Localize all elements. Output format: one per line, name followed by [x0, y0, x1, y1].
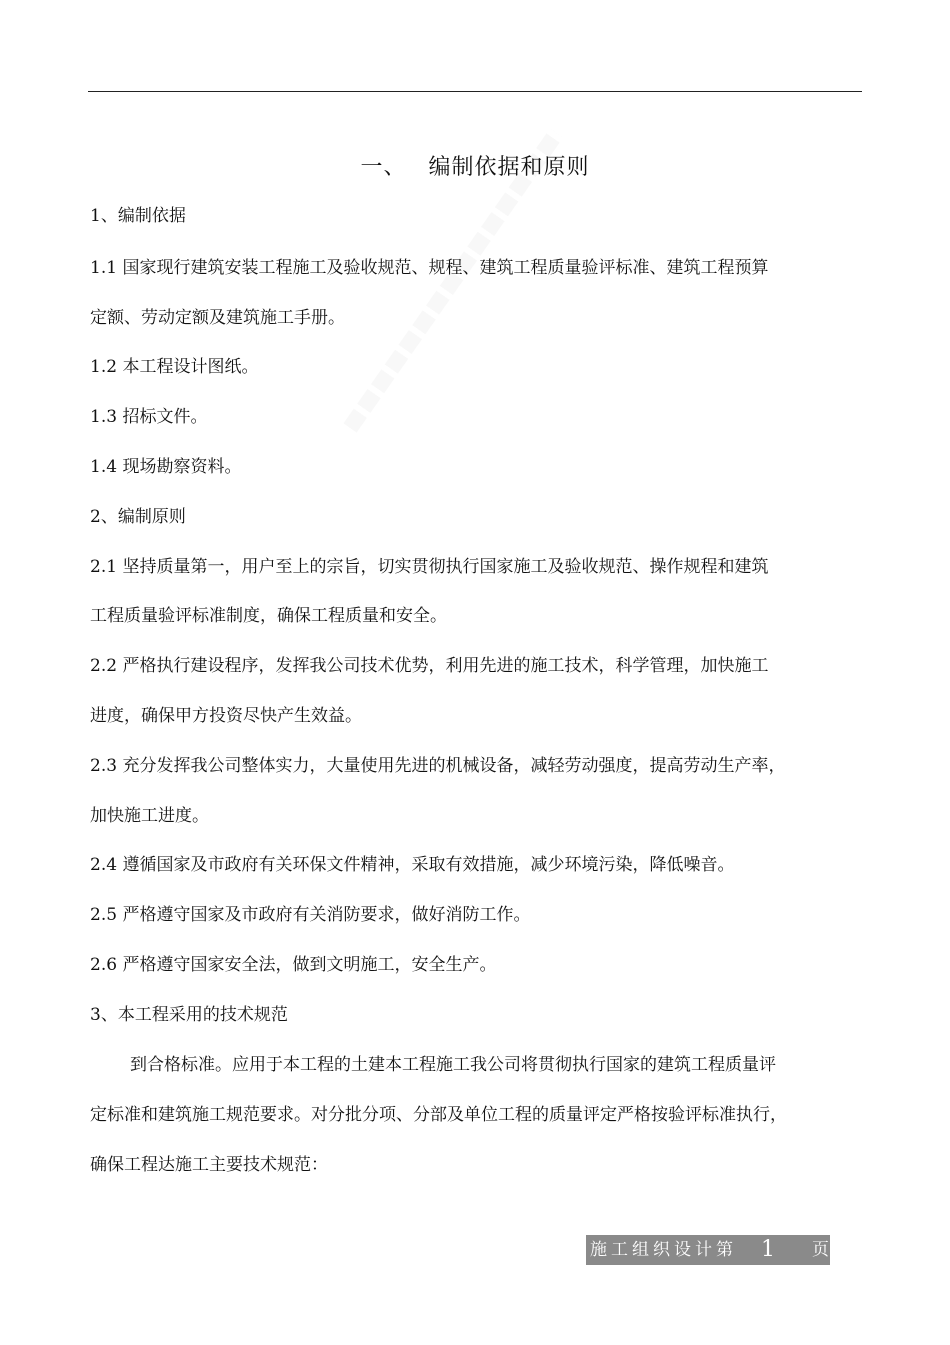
heading-number: 一、 — [360, 155, 407, 180]
paragraph-line: 2.5 严格遵守国家及市政府有关消防要求，做好消防工作。 — [90, 905, 531, 925]
paragraph-line: 1.4 现场勘察资料。 — [90, 457, 242, 477]
paragraph-line: 进度，确保甲方投资尽快产生效益。 — [90, 706, 362, 726]
paragraph-line: 到合格标准。应用于本工程的土建本工程施工我公司将贯彻执行国家的建筑工程质量评 — [130, 1055, 776, 1075]
subheading: 3、本工程采用的技术规范 — [90, 1005, 288, 1025]
paragraph-line: 加快施工进度。 — [90, 806, 209, 826]
paragraph-line: 确保工程达施工主要技术规范： — [90, 1155, 328, 1175]
page-footer — [586, 1235, 830, 1265]
subheading: 1、编制依据 — [90, 206, 186, 226]
paragraph-line: 定额、劳动定额及建筑施工手册。 — [90, 308, 345, 328]
paragraph-line: 2.2 严格执行建设程序，发挥我公司技术优势，利用先进的施工技术，科学管理，加快施工 — [90, 656, 769, 676]
paragraph-line: 1.1 国家现行建筑安装工程施工及验收规范、规程、建筑工程质量验评标准、建筑工程预算 — [90, 258, 769, 278]
footer-suffix: 页 — [812, 1240, 829, 1260]
section-heading — [0, 152, 950, 184]
header-rule — [88, 91, 862, 92]
paragraph-line: 工程质量验评标准制度，确保工程质量和安全。 — [90, 606, 447, 626]
paragraph-line: 1.3 招标文件。 — [90, 407, 208, 427]
page-number: 1 — [761, 1237, 775, 1262]
subheading: 2、编制原则 — [90, 507, 186, 527]
paragraph-line: 2.6 严格遵守国家安全法，做到文明施工，安全生产。 — [90, 955, 497, 975]
paragraph-line: 2.3 充分发挥我公司整体实力，大量使用先进的机械设备，减轻劳动强度，提高劳动生产率， — [90, 756, 786, 776]
paragraph-line: 1.2 本工程设计图纸。 — [90, 357, 259, 377]
footer-label: 施工组织设计第 — [590, 1240, 737, 1260]
paragraph-line: 定标准和建筑施工规范要求。对分批分项、分部及单位工程的质量评定严格按验评标准执行， — [90, 1105, 787, 1125]
paragraph-line: 2.1 坚持质量第一，用户至上的宗旨，切实贯彻执行国家施工及验收规范、操作规程和建筑 — [90, 557, 769, 577]
paragraph-line: 2.4 遵循国家及市政府有关环保文件精神，采取有效措施，减少环境污染，降低噪音。 — [90, 855, 735, 875]
heading-title: 编制依据和原则 — [428, 155, 590, 180]
